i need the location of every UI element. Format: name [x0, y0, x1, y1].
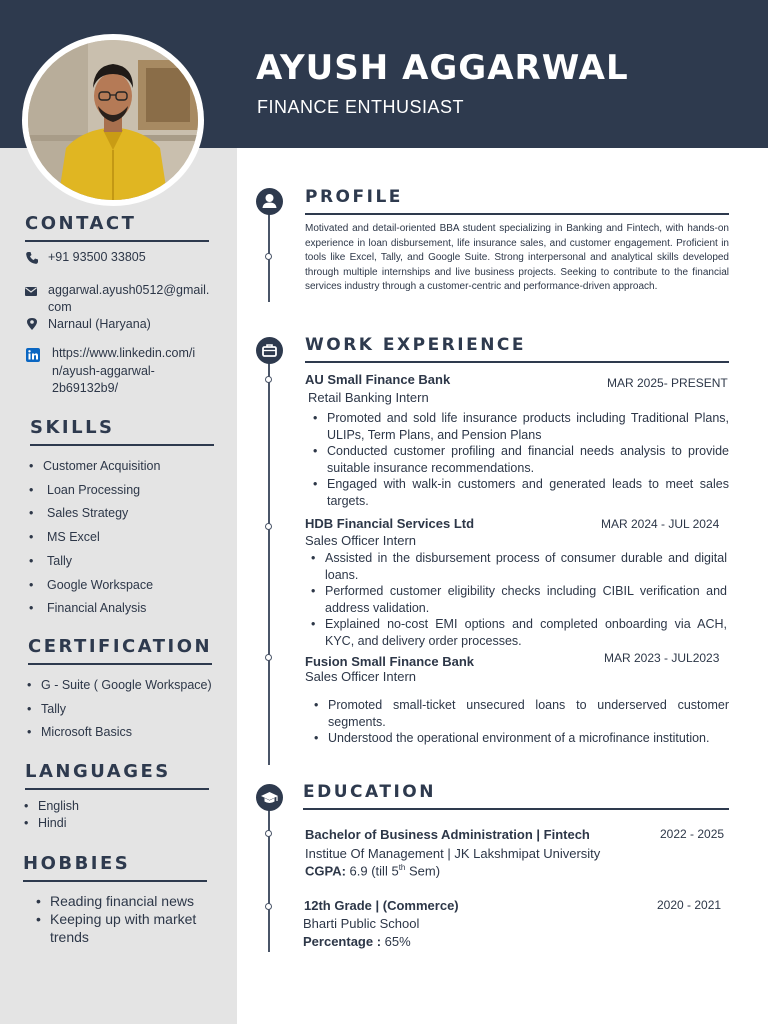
- education-degree: 12th Grade | (Commerce): [304, 898, 459, 913]
- hobby-item-line: trends: [50, 929, 89, 945]
- job-title: Retail Banking Intern: [308, 390, 429, 405]
- language-item: • Hindi: [22, 815, 79, 832]
- linkedin-line-1: https://www.linkedin.com/i: [52, 346, 196, 360]
- profile-photo: [28, 40, 198, 200]
- score-value: 65%: [381, 934, 411, 949]
- timeline-node: [265, 376, 272, 383]
- languages-divider: [25, 788, 209, 790]
- linkedin-icon: [26, 348, 40, 362]
- certification-divider: [28, 663, 212, 665]
- hobbies-divider: [23, 880, 207, 882]
- education-date: 2022 - 2025: [660, 827, 725, 841]
- language-item: • English: [22, 798, 79, 815]
- education-heading: EDUCATION: [303, 782, 436, 802]
- candidate-name: AYUSH AGGARWAL: [256, 48, 629, 88]
- work-heading: WORK EXPERIENCE: [305, 335, 527, 355]
- profile-divider: [305, 213, 729, 215]
- email-address[interactable]: [48, 282, 209, 316]
- email-line-2: com: [48, 300, 72, 314]
- job-bullet: • Conducted customer profiling and financial needs analysis to provide suitable insurance recommendations.: [327, 443, 729, 476]
- job-bullets: [327, 410, 729, 509]
- contact-divider: [25, 240, 209, 242]
- certification-item: • Tally: [25, 698, 212, 722]
- graduation-cap-icon: [256, 784, 283, 811]
- skill-item: • Tally: [27, 550, 160, 574]
- timeline-line-work: [268, 360, 270, 765]
- linkedin-line-2: n/ayush-aggarwal-: [52, 363, 155, 378]
- skill-item: • Google Workspace: [27, 574, 160, 598]
- job-title: Sales Officer Intern: [305, 669, 417, 684]
- score-label: Percentage :: [303, 934, 382, 949]
- timeline-node: [265, 654, 272, 661]
- phone-icon: [25, 251, 39, 265]
- contact-heading: CONTACT: [25, 213, 137, 234]
- skills-list: [27, 455, 160, 621]
- education-score: [305, 863, 440, 878]
- languages-heading: LANGUAGES: [25, 761, 171, 782]
- phone-number[interactable]: +91 93500 33805: [48, 250, 146, 264]
- score-superscript: th: [398, 863, 406, 872]
- candidate-role: FINANCE ENTHUSIAST: [257, 97, 465, 117]
- timeline-node: [265, 903, 272, 910]
- skill-item: • Customer Acquisition: [27, 455, 160, 479]
- education-score: [303, 934, 411, 949]
- job-company: HDB Financial Services Ltd: [305, 516, 475, 531]
- skill-item: • Sales Strategy: [27, 502, 160, 526]
- education-institute: Institue Of Management | JK Lakshmipat University: [305, 846, 601, 861]
- user-icon: [256, 188, 283, 215]
- work-divider: [305, 361, 729, 363]
- languages-list: [22, 798, 79, 831]
- hobby-item-line: Keeping up with market: [50, 911, 197, 927]
- hobbies-heading: HOBBIES: [23, 853, 131, 874]
- profile-section-icon: [256, 188, 283, 215]
- job-bullet: • Promoted and sold life insurance products including Traditional Plans, ULIPs, Term Plans, and Pension Plans: [327, 410, 729, 443]
- email-icon: [24, 284, 38, 298]
- location: Narnaul (Haryana): [48, 317, 151, 331]
- skills-divider: [30, 444, 214, 446]
- skill-item: • Loan Processing: [27, 479, 160, 503]
- score-value: 6.9 (till 5: [345, 863, 399, 879]
- timeline-node: [265, 253, 272, 260]
- job-bullet: • Understood the operational environment of a microfinance institution.: [328, 730, 729, 747]
- hobby-item: • Reading financial news: [34, 892, 196, 910]
- job-title: Sales Officer Intern: [305, 533, 417, 548]
- linkedin-url[interactable]: [52, 345, 195, 398]
- hobby-item: [34, 910, 196, 946]
- job-company: AU Small Finance Bank: [305, 372, 451, 387]
- score-label: CGPA:: [305, 863, 346, 879]
- certification-item: • G - Suite ( Google Workspace): [25, 674, 212, 698]
- education-section-icon: [256, 784, 283, 811]
- job-bullet: • Engaged with walk-in customers and generated leads to meet sales targets.: [327, 476, 729, 509]
- score-tail: Sem): [405, 863, 441, 879]
- job-bullet: • Assisted in the disbursement process of consumer durable and digital loans.: [325, 550, 727, 583]
- profile-summary: Motivated and detail-oriented BBA student specializing in Banking and Fintech, with hands-on experience in loan disbursement, life insurance sales, and customer engagement. Proficient in tools like Excel, Tally, and Google Suite. Strong interpersonal and analytical skills developed through multiple internships and live business projects. Seeking to contribute to the financial services industry through a customer-centric and performance-driven approach.: [305, 223, 729, 292]
- job-date: MAR 2025- PRESENT: [607, 376, 728, 390]
- timeline-node: [265, 830, 272, 837]
- job-date: MAR 2024 - JUL 2024: [601, 517, 720, 531]
- certification-heading: CERTIFICATION: [28, 636, 213, 657]
- email-line-1: aggarwal.ayush0512@gmail.: [48, 283, 210, 297]
- skill-item: • MS Excel: [27, 526, 160, 550]
- education-institute: Bharti Public School: [303, 916, 420, 931]
- timeline-node: [265, 523, 272, 530]
- education-divider: [303, 808, 729, 810]
- certification-item: • Microsoft Basics: [25, 721, 212, 745]
- job-company: Fusion Small Finance Bank: [305, 654, 475, 669]
- skill-item: • Financial Analysis: [27, 597, 160, 621]
- education-degree: Bachelor of Business Administration | Fintech: [305, 827, 590, 842]
- job-bullet: • Explained no-cost EMI options and completed onboarding via ACH, KYC, and delivery order processes.: [325, 616, 727, 649]
- job-bullet: • Performed customer eligibility checks including CIBIL verification and address validation.: [325, 583, 727, 616]
- briefcase-icon: [256, 337, 283, 364]
- hobbies-list: [34, 892, 196, 946]
- job-bullets: [328, 697, 729, 747]
- work-section-icon: [256, 337, 283, 364]
- certification-list: [25, 674, 212, 745]
- job-bullets: [325, 550, 727, 649]
- person-portrait-icon: [28, 40, 198, 200]
- linkedin-line-3: 2b69132b9/: [52, 381, 119, 395]
- location-pin-icon: [25, 317, 39, 331]
- profile-heading: PROFILE: [305, 187, 403, 207]
- job-bullet: • Promoted small-ticket unsecured loans to underserved customer segments.: [328, 697, 729, 730]
- job-date: MAR 2023 - JUL2023: [604, 651, 720, 665]
- education-date: 2020 - 2021: [657, 898, 722, 912]
- skills-heading: SKILLS: [30, 417, 115, 438]
